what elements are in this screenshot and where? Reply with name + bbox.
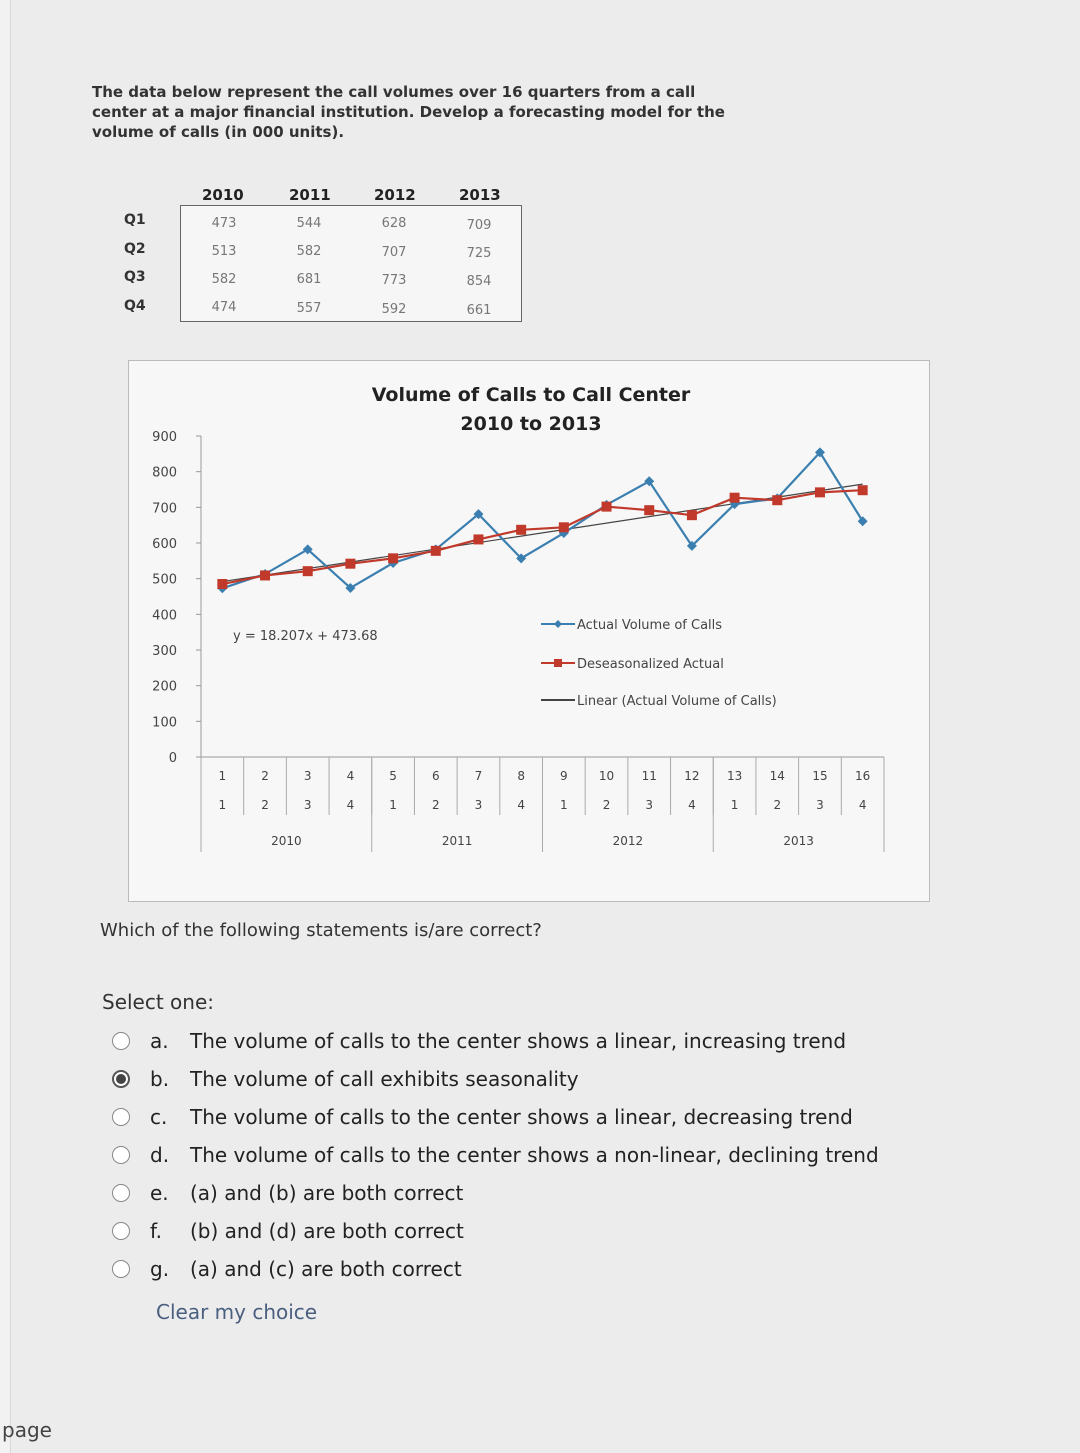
x-year-label: 2010 [271,834,302,848]
year-header-2011: 2011 [289,186,331,204]
x-tick-label: 12 [684,769,700,783]
option-letter: b. [150,1067,170,1091]
deseasonalized-point [730,493,740,503]
answer-option-c[interactable] [112,1100,853,1134]
y-tick-label: 800 [152,465,177,481]
table-cell: 681 [296,272,322,287]
chart-subtitle: 2010 to 2013 [460,413,602,435]
x-quarter-label: 4 [688,798,696,812]
option-letter: d. [150,1143,170,1167]
deseasonalized-series-line [222,490,862,584]
answer-option-g[interactable] [112,1252,462,1286]
question-prompt: The data below represent the call volumes over 16 quarters from a call center at a major financial institution. Develop a forecasting model for the volume of calls (in 000 units). [92,83,725,141]
actual-series-line [222,452,862,588]
table-cell: 473 [211,216,237,231]
y-tick-label: 400 [152,608,177,624]
answer-option-f[interactable] [112,1214,464,1248]
x-tick-label: 10 [598,769,615,783]
x-quarter-label: 1 [218,798,227,812]
y-tick-label: 0 [168,751,177,766]
legend-entry: Deseasonalized Actual [577,657,724,672]
radio-button[interactable] [112,1222,130,1240]
x-tick-label: 4 [346,769,355,783]
table-cell: 628 [381,216,407,231]
x-quarter-label: 1 [730,798,739,812]
deseasonalized-point [388,553,398,563]
radio-button[interactable] [112,1032,130,1050]
legend-entry: Actual Volume of Calls [577,618,723,633]
x-tick-label: 1 [218,769,227,783]
deseasonalized-point [858,485,868,495]
table-cell: 773 [381,273,407,288]
answer-option-b[interactable] [112,1062,579,1096]
option-letter: a. [150,1029,169,1053]
table-cell: 582 [296,244,322,259]
deseasonalized-point [602,502,612,512]
radio-button[interactable] [112,1108,130,1126]
year-header-2010: 2010 [202,186,244,204]
deseasonalized-point [559,522,569,532]
page-sidebar-edge [0,0,11,1453]
option-text: (a) and (b) are both correct [190,1181,464,1205]
answer-option-e[interactable] [112,1176,463,1210]
year-header-2012: 2012 [374,186,416,204]
option-text: (b) and (d) are both correct [190,1219,464,1243]
deseasonalized-point [644,505,654,515]
option-letter: f. [150,1219,162,1243]
deseasonalized-point [217,579,227,589]
x-quarter-label: 1 [560,798,568,812]
deseasonalized-point [516,525,526,535]
option-letter: c. [150,1105,168,1129]
table-data-box [180,205,522,322]
x-quarter-label: 4 [858,798,867,812]
select-one-label: Select one: [102,990,215,1014]
x-tick-label: 9 [560,769,568,783]
radio-button[interactable] [112,1070,130,1088]
deseasonalized-point [815,487,825,497]
table-cell: 854 [466,274,492,289]
table-cell: 707 [381,245,407,260]
x-quarter-label: 2 [261,798,269,812]
y-tick-label: 200 [152,679,177,695]
table-cell: 592 [381,302,407,317]
quarter-label-q3: Q3 [124,269,146,285]
x-tick-label: 7 [474,769,483,783]
deseasonalized-point [772,495,782,505]
y-tick-label: 300 [152,644,177,659]
legend-marker-diamond [554,620,562,628]
option-letter: g. [150,1257,170,1281]
legend-marker-square [554,659,562,667]
chart-title: Volume of Calls to Call Center [371,384,691,406]
option-text: The volume of call exhibits seasonality [190,1067,579,1091]
table-cell: 513 [211,244,237,259]
x-quarter-label: 3 [645,798,654,812]
page-label: page [2,1418,52,1442]
x-quarter-label: 4 [517,798,525,812]
option-text: The volume of calls to the center shows a linear, decreasing trend [190,1105,853,1129]
x-year-label: 2013 [783,834,814,848]
x-year-label: 2012 [612,834,644,848]
y-tick-label: 700 [152,501,177,517]
x-quarter-label: 2 [773,798,782,812]
deseasonalized-point [431,546,441,556]
option-text: The volume of calls to the center shows a linear, increasing trend [190,1029,847,1053]
table-cell: 725 [466,246,492,261]
x-tick-label: 11 [641,769,657,783]
y-tick-label: 100 [152,715,177,731]
quarter-label-q4: Q4 [124,298,146,314]
answer-option-d[interactable] [112,1138,879,1172]
actual-point [858,516,868,526]
deseasonalized-point [687,510,697,520]
quarter-label-q2: Q2 [124,241,146,257]
table-cell: 557 [296,301,322,316]
y-tick-label: 500 [152,572,177,588]
table-cell: 709 [466,218,492,233]
x-quarter-label: 2 [431,798,440,812]
x-tick-label: 6 [431,769,440,783]
option-text: The volume of calls to the center shows a non-linear, declining trend [190,1143,879,1167]
legend-entry: Linear (Actual Volume of Calls) [577,694,777,709]
trendline-equation: y = 18.207x + 473.68 [233,629,378,644]
x-tick-label: 8 [517,769,525,783]
x-tick-label: 15 [812,769,828,783]
x-tick-label: 13 [726,769,743,783]
x-tick-label: 3 [303,769,312,783]
table-cell: 544 [296,216,322,231]
deseasonalized-point [303,566,313,576]
chart-frame [128,360,930,902]
x-tick-label: 16 [855,769,871,783]
year-header-2013: 2013 [459,186,501,204]
x-quarter-label: 2 [602,798,611,812]
x-year-label: 2011 [441,834,473,848]
radio-button[interactable] [112,1146,130,1164]
x-tick-label: 14 [769,769,785,783]
x-quarter-label: 3 [816,798,824,812]
x-quarter-label: 1 [389,798,397,812]
x-quarter-label: 4 [346,798,355,812]
radio-button[interactable] [112,1260,130,1278]
x-quarter-label: 3 [474,798,483,812]
table-cell: 474 [211,300,237,315]
question-text: Which of the following statements is/are correct? [100,920,542,941]
call-volume-chart [129,361,929,901]
quarter-label-q1: Q1 [124,212,146,228]
x-tick-label: 2 [261,769,269,783]
option-text: (a) and (c) are both correct [190,1257,462,1281]
deseasonalized-point [260,570,270,580]
deseasonalized-point [473,534,483,544]
deseasonalized-point [345,559,355,569]
y-tick-label: 600 [152,537,177,552]
answer-option-a[interactable] [112,1024,846,1058]
table-cell: 661 [466,303,492,318]
option-letter: e. [150,1181,169,1205]
radio-button[interactable] [112,1184,130,1202]
table-cell: 582 [211,272,237,287]
x-tick-label: 5 [389,769,397,783]
clear-choice-link[interactable]: Clear my choice [156,1300,318,1324]
x-quarter-label: 3 [303,798,312,812]
y-tick-label: 900 [152,430,177,445]
